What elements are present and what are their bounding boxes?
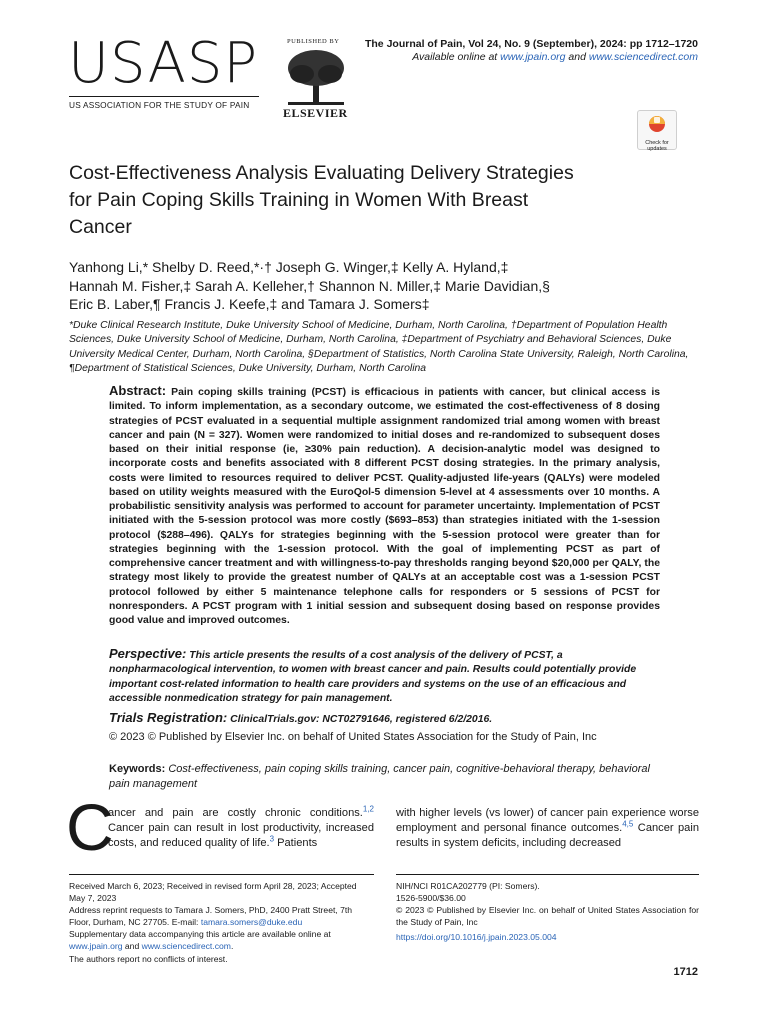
drop-cap: C: [66, 790, 114, 864]
check-for-updates-icon: [638, 111, 676, 135]
supplementary-note: Supplementary data accompanying this article are available online at www.jpain.org and www.sciencedirect.com.: [69, 929, 331, 952]
abstract: [109, 384, 660, 628]
authors-line-1: Yanhong Li,* Shelby D. Reed,*·† Joseph G. Winger,‡ Kelly A. Hyland,‡: [69, 259, 509, 275]
journal-citation: The Journal of Pain, Vol 24, No. 9 (September), 2024: pp 1712–1720: [364, 38, 698, 50]
authors-line-3: Eric B. Laber,¶ Francis J. Keefe,‡ and Tamara J. Somers‡: [69, 296, 430, 312]
email-link[interactable]: tamara.somers@duke.edu: [200, 917, 303, 928]
abstract-label: Abstract:: [109, 383, 167, 398]
check-for-updates-button[interactable]: [637, 110, 677, 150]
keywords-text: Cost-effectiveness, pain coping skills training, cancer pain, cognitive-behavioral therapy, behavioral pain management: [109, 763, 650, 790]
keywords: [109, 762, 664, 792]
citation-ref[interactable]: 4,5: [622, 819, 634, 829]
sciencedirect-link[interactable]: www.sciencedirect.com: [588, 51, 698, 63]
available-online: Available online at www.jpain.org and www.sciencedirect.com: [412, 51, 698, 63]
usasp-logo-subtitle: US ASSOCIATION FOR THE STUDY OF PAIN: [69, 100, 250, 110]
abstract-text: Pain coping skills training (PCST) is efficacious in patients with cancer, but clinical access is limited. To inform implementation, as a secondary outcome, we estimated the cost-effectiveness of 8 dosing strategies of PCST evaluated in a sequential multiple assignment randomized trial among women with breast cancer and pain (N = 327). Women were randomized to initial doses and re-randomized to subsequent doses based on their initial response (ie, ≥30% pain reduction). A decision-analytic model was designed to incorporate costs and benefits associated with 8 different PCST dosing strategies. In the primary analysis, costs were limited to resources required to deliver PCST. Quality-adjusted life-years (QALYs) were modeled based on utility weights measured with the EuroQol-5 dimension 5-level at 4 assessments over 10 months. A probabilistic sensitivity analysis was performed to account for parameter uncertainty. Implementation of PCST initiated with the 5-session protocol was more costly ($693–853) than strategies initiated with the 1-session protocol ($288–496). QALYs for strategies beginning with the 5-session protocol were greater than for strategies beginning with the 1-session protocol. With the goal of implementing PCST as part of comprehensive cancer treatment and with willingness-to-pay thresholds ranging beyond $20,000 per QALY, the strategy most likely to provide the greatest number of QALYs at an acceptable cost was a 1-session PCST protocol followed by either 5 maintenance telephone calls for responders or 5 sessions of PCST for nonresponders. A PCST program with 1 initial session and subsequent dosing based on response provides good value and improved outcomes.: [109, 387, 660, 626]
citation-ref[interactable]: 1,2: [362, 804, 374, 814]
abstract-copyright: © 2023 © Published by Elsevier Inc. on behalf of United States Association for the Study of Pain, Inc: [109, 731, 597, 743]
elsevier-wordmark: ELSEVIER: [283, 106, 348, 120]
grant-info: NIH/NCI R01CA202779 (PI: Somers).: [396, 881, 540, 891]
perspective: [109, 647, 660, 706]
logo-divider: [69, 96, 259, 97]
reprint-address: Address reprint requests to Tamara J. Somers, PhD, 2400 Pratt Street, 7th Floor, Durham, NC 27705. E-mail: tamara.somers@duke.edu: [69, 905, 353, 928]
check-for-updates-label: Check for updates: [645, 140, 669, 152]
body-column-right: with higher levels (vs lower) of cancer pain experience worse employment and personal finance outcomes.$^{4,5}$ Cancer pain results in system deficits, including decreased: [396, 807, 699, 850]
authors-line-2: Hannah M. Fisher,‡ Sarah A. Kelleher,† Shannon N. Miller,‡ Marie Davidian,§: [69, 277, 550, 294]
trials-registration: [109, 710, 660, 725]
keywords-label: Keywords:: [109, 763, 166, 775]
footnote-copyright: © 2023 © Published by Elsevier Inc. on behalf of United States Association for the Study of Pain, Inc: [396, 905, 699, 928]
jpain-link[interactable]: www.jpain.org: [500, 51, 566, 63]
trials-label: Trials Registration:: [109, 710, 228, 725]
published-by-label: PUBLISHED BY: [287, 38, 340, 45]
affiliations: *Duke Clinical Research Institute, Duke University School of Medicine, Durham, North Carolina, †Department of Population Health Sciences, Duke University School of Medicine, Durham, North Carolina, ‡Department of Psychiatry and Behavioral Sciences, Duke University Medical Center, Durham, North Carolina, §Department of Statistics, North Carolina State University, Raleigh, North Carolina, ¶Department of Statistical Sciences, Duke University, Durham, North Carolina: [69, 320, 689, 374]
footnote-divider-left: [69, 874, 374, 875]
doi-link[interactable]: https://doi.org/10.1016/j.jpain.2023.05.004: [396, 932, 557, 943]
article-title: Cost-Effectiveness Analysis Evaluating Delivery Strategies for Pain Coping Skills Training in Women With Breast Cancer: [69, 162, 574, 238]
trials-text: ClinicalTrials.gov: NCT02791646, registered 6/2/2016.: [230, 714, 493, 725]
supp-sciencedirect-link[interactable]: www.sciencedirect.com: [141, 941, 231, 952]
elsevier-tree-icon: [284, 48, 348, 106]
citation-ref[interactable]: 3: [269, 834, 275, 844]
footnotes-right: [396, 880, 699, 943]
body-column-left: ancer and pain are costly chronic conditions.$^{1,2}$ Cancer pain can result in lost productivity, increased costs, and reduced quality of life.$^3$ Patients: [108, 804, 374, 850]
usasp-logo: USASP: [68, 31, 259, 96]
page-number: 1712: [673, 966, 698, 978]
received-dates: Received March 6, 2023; Received in revised form April 28, 2023; Accepted May 7, 2023: [69, 881, 357, 904]
perspective-label: Perspective:: [109, 646, 187, 661]
footnote-divider-right: [396, 874, 699, 875]
perspective-text: This article presents the results of a cost analysis of the delivery of PCST, a nonpharmacological intervention, to women with breast cancer and pain. Results could potentially provide important cost-related information to health care providers and systems on the use of an efficacious and accessible nonmedication strategy for pain management.: [109, 650, 637, 704]
conflict-statement: The authors report no conflicts of interest.: [69, 953, 228, 964]
footnotes-left: [69, 880, 374, 965]
issn: 1526-5900/$36.00: [396, 893, 466, 904]
author-list: [69, 258, 709, 314]
supp-jpain-link[interactable]: www.jpain.org: [69, 941, 123, 952]
